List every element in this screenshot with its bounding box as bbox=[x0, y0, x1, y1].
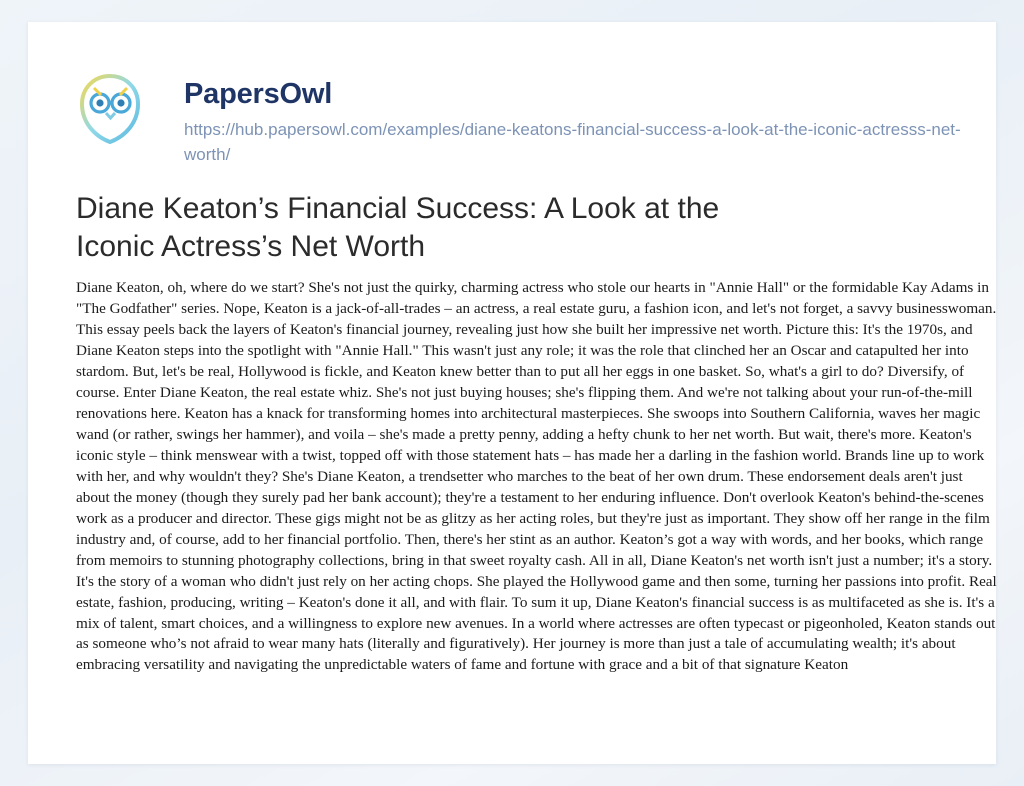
document-sheet bbox=[28, 22, 996, 764]
owl-logo-icon bbox=[76, 72, 144, 146]
essay-body bbox=[76, 278, 998, 676]
essay-paragraph: Diane Keaton, oh, where do we start? She's not just the quirky, charming actress who stole our hearts in "Annie Hall" or the formidable Kay Adams in "The Godfather" series. Nope, Keaton is a jack-of-all-trades – an actress, a real estate guru, a fashion icon, and let's not forget, a savvy businesswoman. This essay peels back the layers of Keaton's financial journey, revealing just how she built her impressive net worth. Picture this: It's the 1970s, and Diane Keaton steps into the spotlight with "Annie Hall." This wasn't just any role; it was the role that clinched her an Oscar and catapulted her into stardom. But, let's be real, Hollywood is fickle, and Keaton knew better than to put all her eggs in one basket. So, what's a girl to do? Diversify, of course. Enter Diane Keaton, the real estate whiz. She's not just buying houses; she's flipping them. And we're not talking about your run-of-the-mill renovations here. Keaton has a knack for transforming homes into architectural masterpieces. She swoops into Southern California, waves her magic wand (or rather, swings her hammer), and voila – she's made a pretty penny, adding a hefty chunk to her net worth. But wait, there's more. Keaton's iconic style – think menswear with a twist, topped off with those statement hats – has made her a darling in the fashion world. Brands line up to work with her, and why wouldn't they? She's Diane Keaton, a trendsetter who marches to the beat of her own drum. These endorsement deals aren't just about the money (though they surely pad her bank account); they're a testament to her enduring influence. Don't overlook Keaton's behind-the-scenes work as a producer and director. These gigs might not be as glitzy as her acting roles, but they're just as important. They show off her range in the film industry and, of course, add to her financial portfolio. Then, there's her stint as an author. Keaton’s got a way with words, and her books, which range from memoirs to stunning photography collections, bring in that sweet royalty cash. All in all, Diane Keaton's net worth isn't just a number; it's a story. It's the story of a woman who didn't just rely on her acting chops. She played the Hollywood game and then some, turning her passions into profit. Real estate, fashion, producing, writing – Keaton's done it all, and with flair. To sum it up, Diane Keaton's financial success is as multifaceted as she is. It's a mix of talent, smart choices, and a willingness to explore new avenues. In a world where actresses are often typecast or pigeonholed, Keaton stands out as someone who’s not afraid to wear many hats (literally and figuratively). Her journey is more than just a tale of accumulating wealth; it's about embracing versatility and navigating the unpredictable waters of fame and fortune with grace and a bit of that signature Keaton bbox=[76, 279, 997, 674]
brand-name: PapersOwl bbox=[184, 78, 333, 110]
site-header bbox=[76, 68, 961, 164]
source-url[interactable]: https://hub.papersowl.com/examples/diane-keatons-financial-success-a-look-at-the-iconic-actresss-net-worth/ bbox=[184, 120, 961, 164]
page-title: Diane Keaton’s Financial Success: A Look at the Iconic Actress’s Net Worth bbox=[76, 192, 720, 264]
